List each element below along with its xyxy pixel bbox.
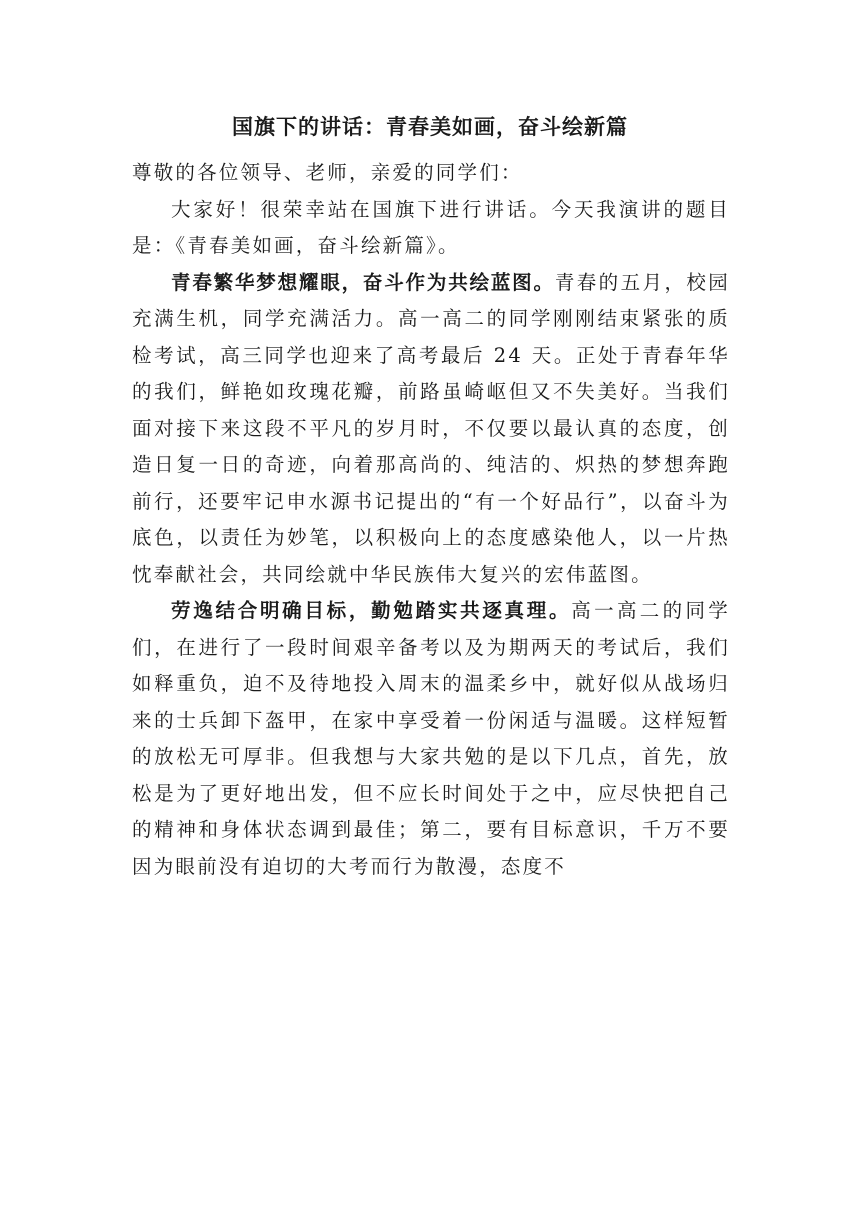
paragraph-youth-dream-text: 青春的五月，校园充满生机，同学充满活力。高一高二的同学刚刚结束紧张的质检考试，高三同学也迎来了高考最后 24 天。正处于青春年华的我们，鲜艳如玫瑰花瓣，前路虽崎岖但又不失美好。当我们面对接下来这段不平凡的岁月时，不仅要以最认真的态度，创造日复一日的奇迹，向着那高尚的、纯洁的、炽热的梦想奔跑前行，还要牢记申水源书记提出的“有一个好品行”，以奋斗为底色，以责任为妙笔，以积极向上的态度感染他人，以一片热忱奉献社会，共同绘就中华民族伟大复兴的宏伟蓝图。 (132, 270, 730, 586)
document-body (132, 155, 730, 885)
paragraph-balance-goals-text: 高一高二的同学们，在进行了一段时间艰辛备考以及为期两天的考试后，我们如释重负，迫不及待地投入周末的温柔乡中，就好似从战场归来的士兵卸下盔甲，在家中享受着一份闲适与温暖。这样短暂的放松无可厚非。但我想与大家共勉的是以下几点，首先，放松是为了更好地出发，但不应长时间处于之中，应尽快把自己的精神和身体状态调到最佳；第二，要有目标意识，千万不要因为眼前没有迫切的大考而行为散漫，态度不 (132, 599, 730, 878)
paragraph-youth-dream-heading: 青春繁华梦想耀眼，奋斗作为共绘蓝图。 (171, 270, 555, 294)
greeting-line: 尊敬的各位领导、老师，亲爱的同学们： (132, 161, 523, 184)
paragraph-balance-goals-heading: 劳逸结合明确目标，勤勉踏实共逐真理。 (171, 599, 572, 622)
paragraph-youth-dream (132, 265, 730, 594)
paragraph-balance-goals (132, 593, 730, 885)
paragraph-intro-text: 大家好！很荣幸站在国旗下进行讲话。今天我演讲的题目是：《青春美如画，奋斗绘新篇》。 (132, 197, 730, 257)
paragraph-intro (132, 192, 730, 265)
document-title: 国旗下的讲话：青春美如画，奋斗绘新篇 (232, 115, 628, 139)
